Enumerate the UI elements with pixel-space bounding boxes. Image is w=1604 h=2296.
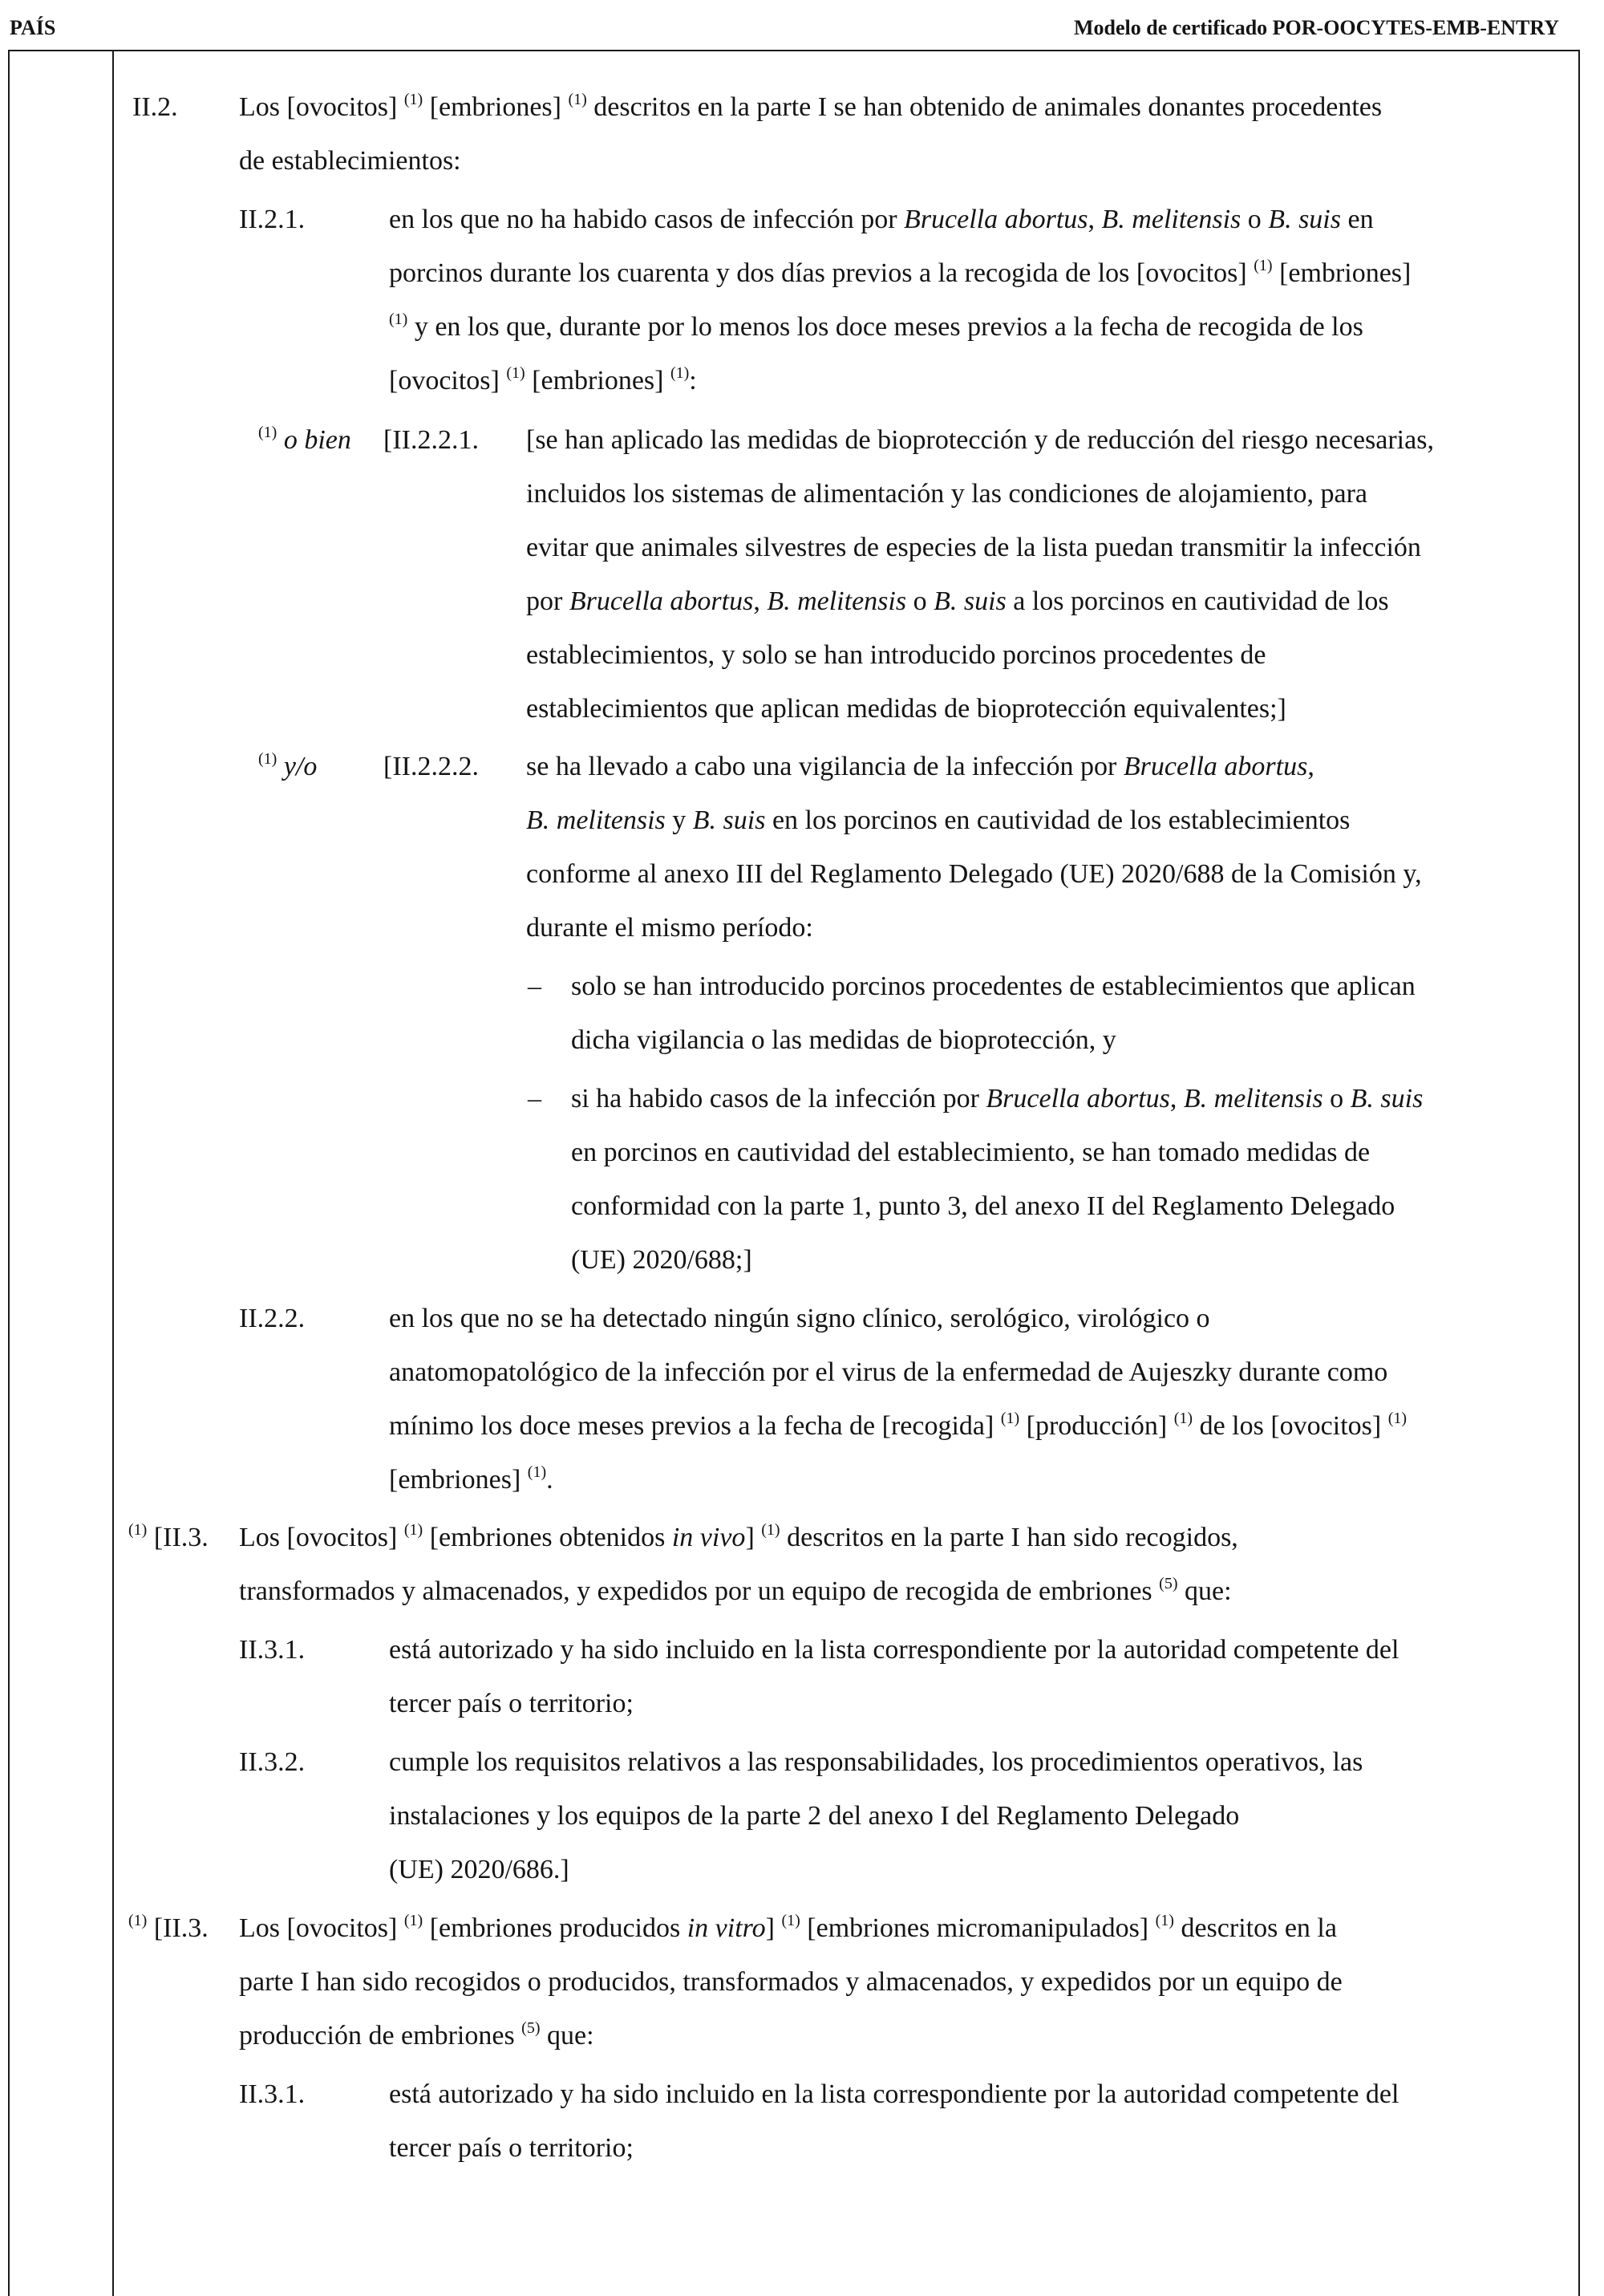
left-border bbox=[8, 50, 10, 2296]
section-number-ii-3-1: II.3.1. bbox=[239, 1635, 306, 1665]
section-number-ii-2-2-2: [II.2.2.2. bbox=[383, 752, 479, 781]
text-line: si ha habido casos de la infección por Brucella abortus, B. melitensis o B. suis bbox=[571, 1084, 1424, 1114]
text-line: parte I han sido recogidos o producidos, transformados y almacenados, y expedidos por un equipo de bbox=[239, 1967, 1343, 1997]
section-number-ii-2-2-1: [II.2.2.1. bbox=[383, 425, 479, 455]
section-number-ii-2: II.2. bbox=[132, 92, 178, 122]
text-line: (UE) 2020/688;] bbox=[571, 1245, 752, 1275]
text-line: anatomopatológico de la infección por el virus de la enfermedad de Aujeszky durante como bbox=[389, 1357, 1388, 1387]
country-header: PAÍS bbox=[10, 16, 56, 39]
text-line: establecimientos, y solo se han introducido porcinos procedentes de bbox=[526, 640, 1266, 670]
text-line: tercer país o territorio; bbox=[389, 1689, 634, 1718]
text-line: transformados y almacenados, y expedidos por un equipo de recogida de embriones $^{(5)}$ que: bbox=[239, 1575, 1232, 1606]
text-line: Los [ovocitos] $^{(1)}$ [embriones] $^{(1)}$ descritos en la parte I se han obtenido de animales donantes procedentes bbox=[239, 91, 1383, 122]
text-line: $^{(1)}$ y en los que, durante por lo menos los doce meses previos a la fecha de recogida de los bbox=[389, 310, 1363, 342]
text-line: cumple los requisitos relativos a las responsabilidades, los procedimientos operativos, las bbox=[389, 1747, 1363, 1777]
text-line: instalaciones y los equipos de la parte 2 del anexo I del Reglamento Delegado bbox=[389, 1801, 1240, 1831]
bullet-dash: – bbox=[528, 972, 541, 1001]
text-line: [ovocitos] $^{(1)}$ [embriones] $^{(1)}$: bbox=[389, 364, 697, 396]
text-line: producción de embriones $^{(5)}$ que: bbox=[239, 2019, 594, 2051]
text-line: está autorizado y ha sido incluido en la lista correspondiente por la autoridad competente del bbox=[389, 1635, 1399, 1665]
text-line: en los que no se ha detectado ningún signo clínico, serológico, virológico o bbox=[389, 1304, 1210, 1333]
bullet-dash: – bbox=[528, 1084, 541, 1114]
text-line: incluidos los sistemas de alimentación y las condiciones de alojamiento, para bbox=[526, 479, 1368, 509]
section-number-ii-3-in-vivo: $^{(1)}$ [II.3. bbox=[128, 1521, 209, 1552]
text-line: Los [ovocitos] $^{(1)}$ [embriones obtenidos in vivo] $^{(1)}$ descritos en la parte I han sido recogidos, bbox=[239, 1521, 1238, 1552]
option-marker-y-o: $^{(1)}$ y/o bbox=[258, 750, 318, 781]
certificate-model-header: Modelo de certificado POR-OOCYTES-EMB-ENTRY bbox=[1074, 16, 1559, 39]
text-line: establecimientos que aplican medidas de bioprotección equivalentes;] bbox=[526, 694, 1286, 724]
text-line: conforme al anexo III del Reglamento Delegado (UE) 2020/688 de la Comisión y, bbox=[526, 859, 1422, 889]
text-line: durante el mismo período: bbox=[526, 913, 813, 943]
section-number-ii-3-in-vitro: $^{(1)}$ [II.3. bbox=[128, 1912, 209, 1943]
inner-column-border bbox=[112, 50, 114, 2296]
text-line: (UE) 2020/686.] bbox=[389, 1855, 569, 1884]
text-line: se ha llevado a cabo una vigilancia de la infección por Brucella abortus, bbox=[526, 752, 1314, 781]
text-line: mínimo los doce meses previos a la fecha de [recogida] $^{(1)}$ [producción] $^{(1)}$ de los [ovocitos] $^{(1)}$ bbox=[389, 1410, 1408, 1441]
text-line: por Brucella abortus, B. melitensis o B. suis a los porcinos en cautividad de los bbox=[526, 586, 1389, 616]
right-border bbox=[1578, 50, 1580, 2296]
text-line: de establecimientos: bbox=[239, 146, 461, 176]
text-line: en porcinos en cautividad del establecimiento, se han tomado medidas de bbox=[571, 1138, 1371, 1167]
top-rule bbox=[8, 50, 1580, 51]
text-line: [se han aplicado las medidas de bioprotección y de reducción del riesgo necesarias, bbox=[526, 425, 1434, 455]
text-line: porcinos durante los cuarenta y dos días previos a la recogida de los [ovocitos] $^{(1)}$ [embriones] bbox=[389, 257, 1412, 288]
text-line: en los que no ha habido casos de infección por Brucella abortus, B. melitensis o B. suis en bbox=[389, 205, 1374, 234]
option-marker-o-bien: $^{(1)}$ o bien bbox=[258, 424, 351, 455]
section-number-ii-3-2: II.3.2. bbox=[239, 1747, 306, 1777]
text-line: tercer país o territorio; bbox=[389, 2133, 634, 2163]
section-number-ii-3-1-b: II.3.1. bbox=[239, 2079, 306, 2109]
text-line: Los [ovocitos] $^{(1)}$ [embriones producidos in vitro] $^{(1)}$ [embriones micromanipulados] $^{(1)}$ descritos en la bbox=[239, 1912, 1337, 1943]
text-line: evitar que animales silvestres de especies de la lista puedan transmitir la infección bbox=[526, 533, 1421, 562]
text-line: dicha vigilancia o las medidas de bioprotección, y bbox=[571, 1025, 1116, 1055]
text-line: conformidad con la parte 1, punto 3, del anexo II del Reglamento Delegado bbox=[571, 1191, 1395, 1221]
section-number-ii-2-2: II.2.2. bbox=[239, 1304, 306, 1333]
text-line: B. melitensis y B. suis en los porcinos en cautividad de los establecimientos bbox=[526, 805, 1351, 835]
text-line: [embriones] $^{(1)}$. bbox=[389, 1463, 553, 1495]
text-line: está autorizado y ha sido incluido en la lista correspondiente por la autoridad competente del bbox=[389, 2079, 1399, 2109]
section-number-ii-2-1: II.2.1. bbox=[239, 205, 306, 234]
text-line: solo se han introducido porcinos procedentes de establecimientos que aplican bbox=[571, 972, 1416, 1001]
